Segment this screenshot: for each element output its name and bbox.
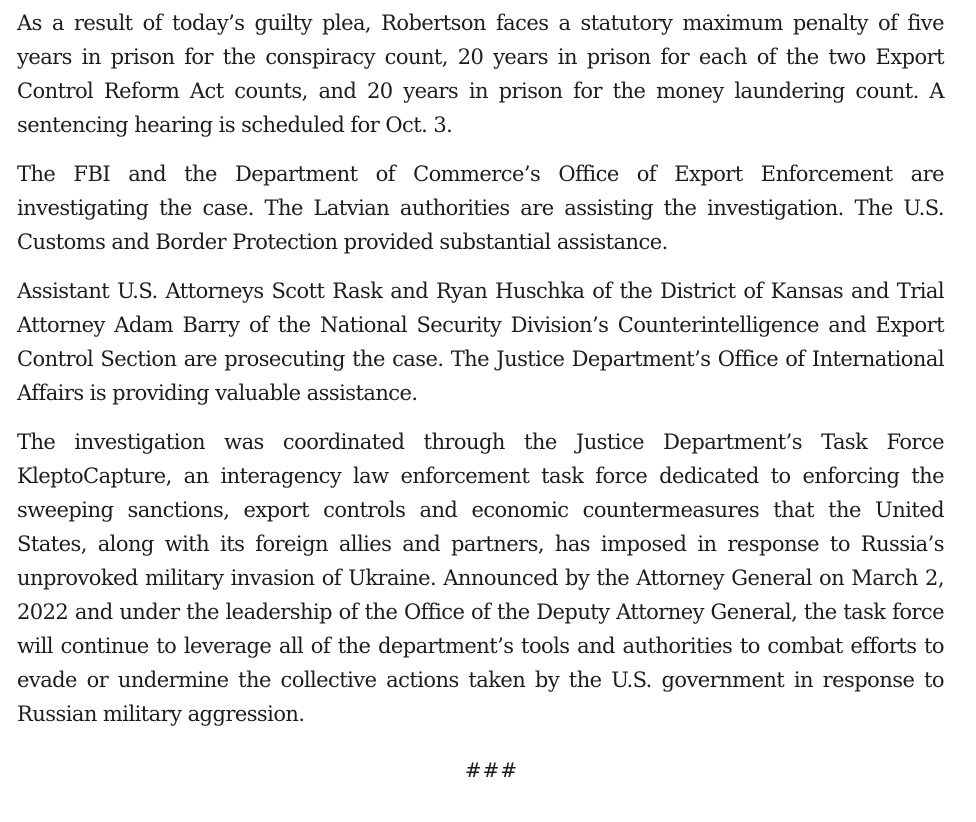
paragraph-investigating-agencies: The FBI and the Department of Commerce’s Office of Export Enforcement are investigating the case. The Latvian authorities are assisting the investigation. The U.S. Customs and Border Protection provided substantial assistance. [17,162,944,254]
paragraph-sentencing: As a result of today’s guilty plea, Robertson faces a statutory maximum penalty of five years in prison for the conspiracy count, 20 years in prison for each of the two Export Control Reform Act counts, and 20 years in prison for the money laundering count. A sentencing hearing is scheduled for Oct. 3. [17,11,944,137]
paragraph-prosecutors: Assistant U.S. Attorneys Scott Rask and Ryan Huschka of the District of Kansas and Trial Attorney Adam Barry of the National Security Division’s Counterintelligence and Export Control Section are prosecuting the case. The Justice Department’s Office of International Affairs is providing valuable assistance. [17,279,944,405]
paragraph-task-force: The investigation was coordinated through the Justice Department’s Task Force KleptoCapture, an interagency law enforcement task force dedicated to enforcing the sweeping sanctions, export controls and economic countermeasures that the United States, along with its foreign allies and partners, has imposed in response to Russia’s unprovoked military invasion of Ukraine. Announced by the Attorney General on March 2, 2022 and under the leadership of the Office of the Deputy Attorney General, the task force will continue to leverage all of the department’s tools and authorities to combat efforts to evade or undermine the collective actions taken by the U.S. government in response to Russian military aggression. [17,430,944,726]
document-page [17,6,944,785]
end-of-release-mark: ### [464,758,519,782]
